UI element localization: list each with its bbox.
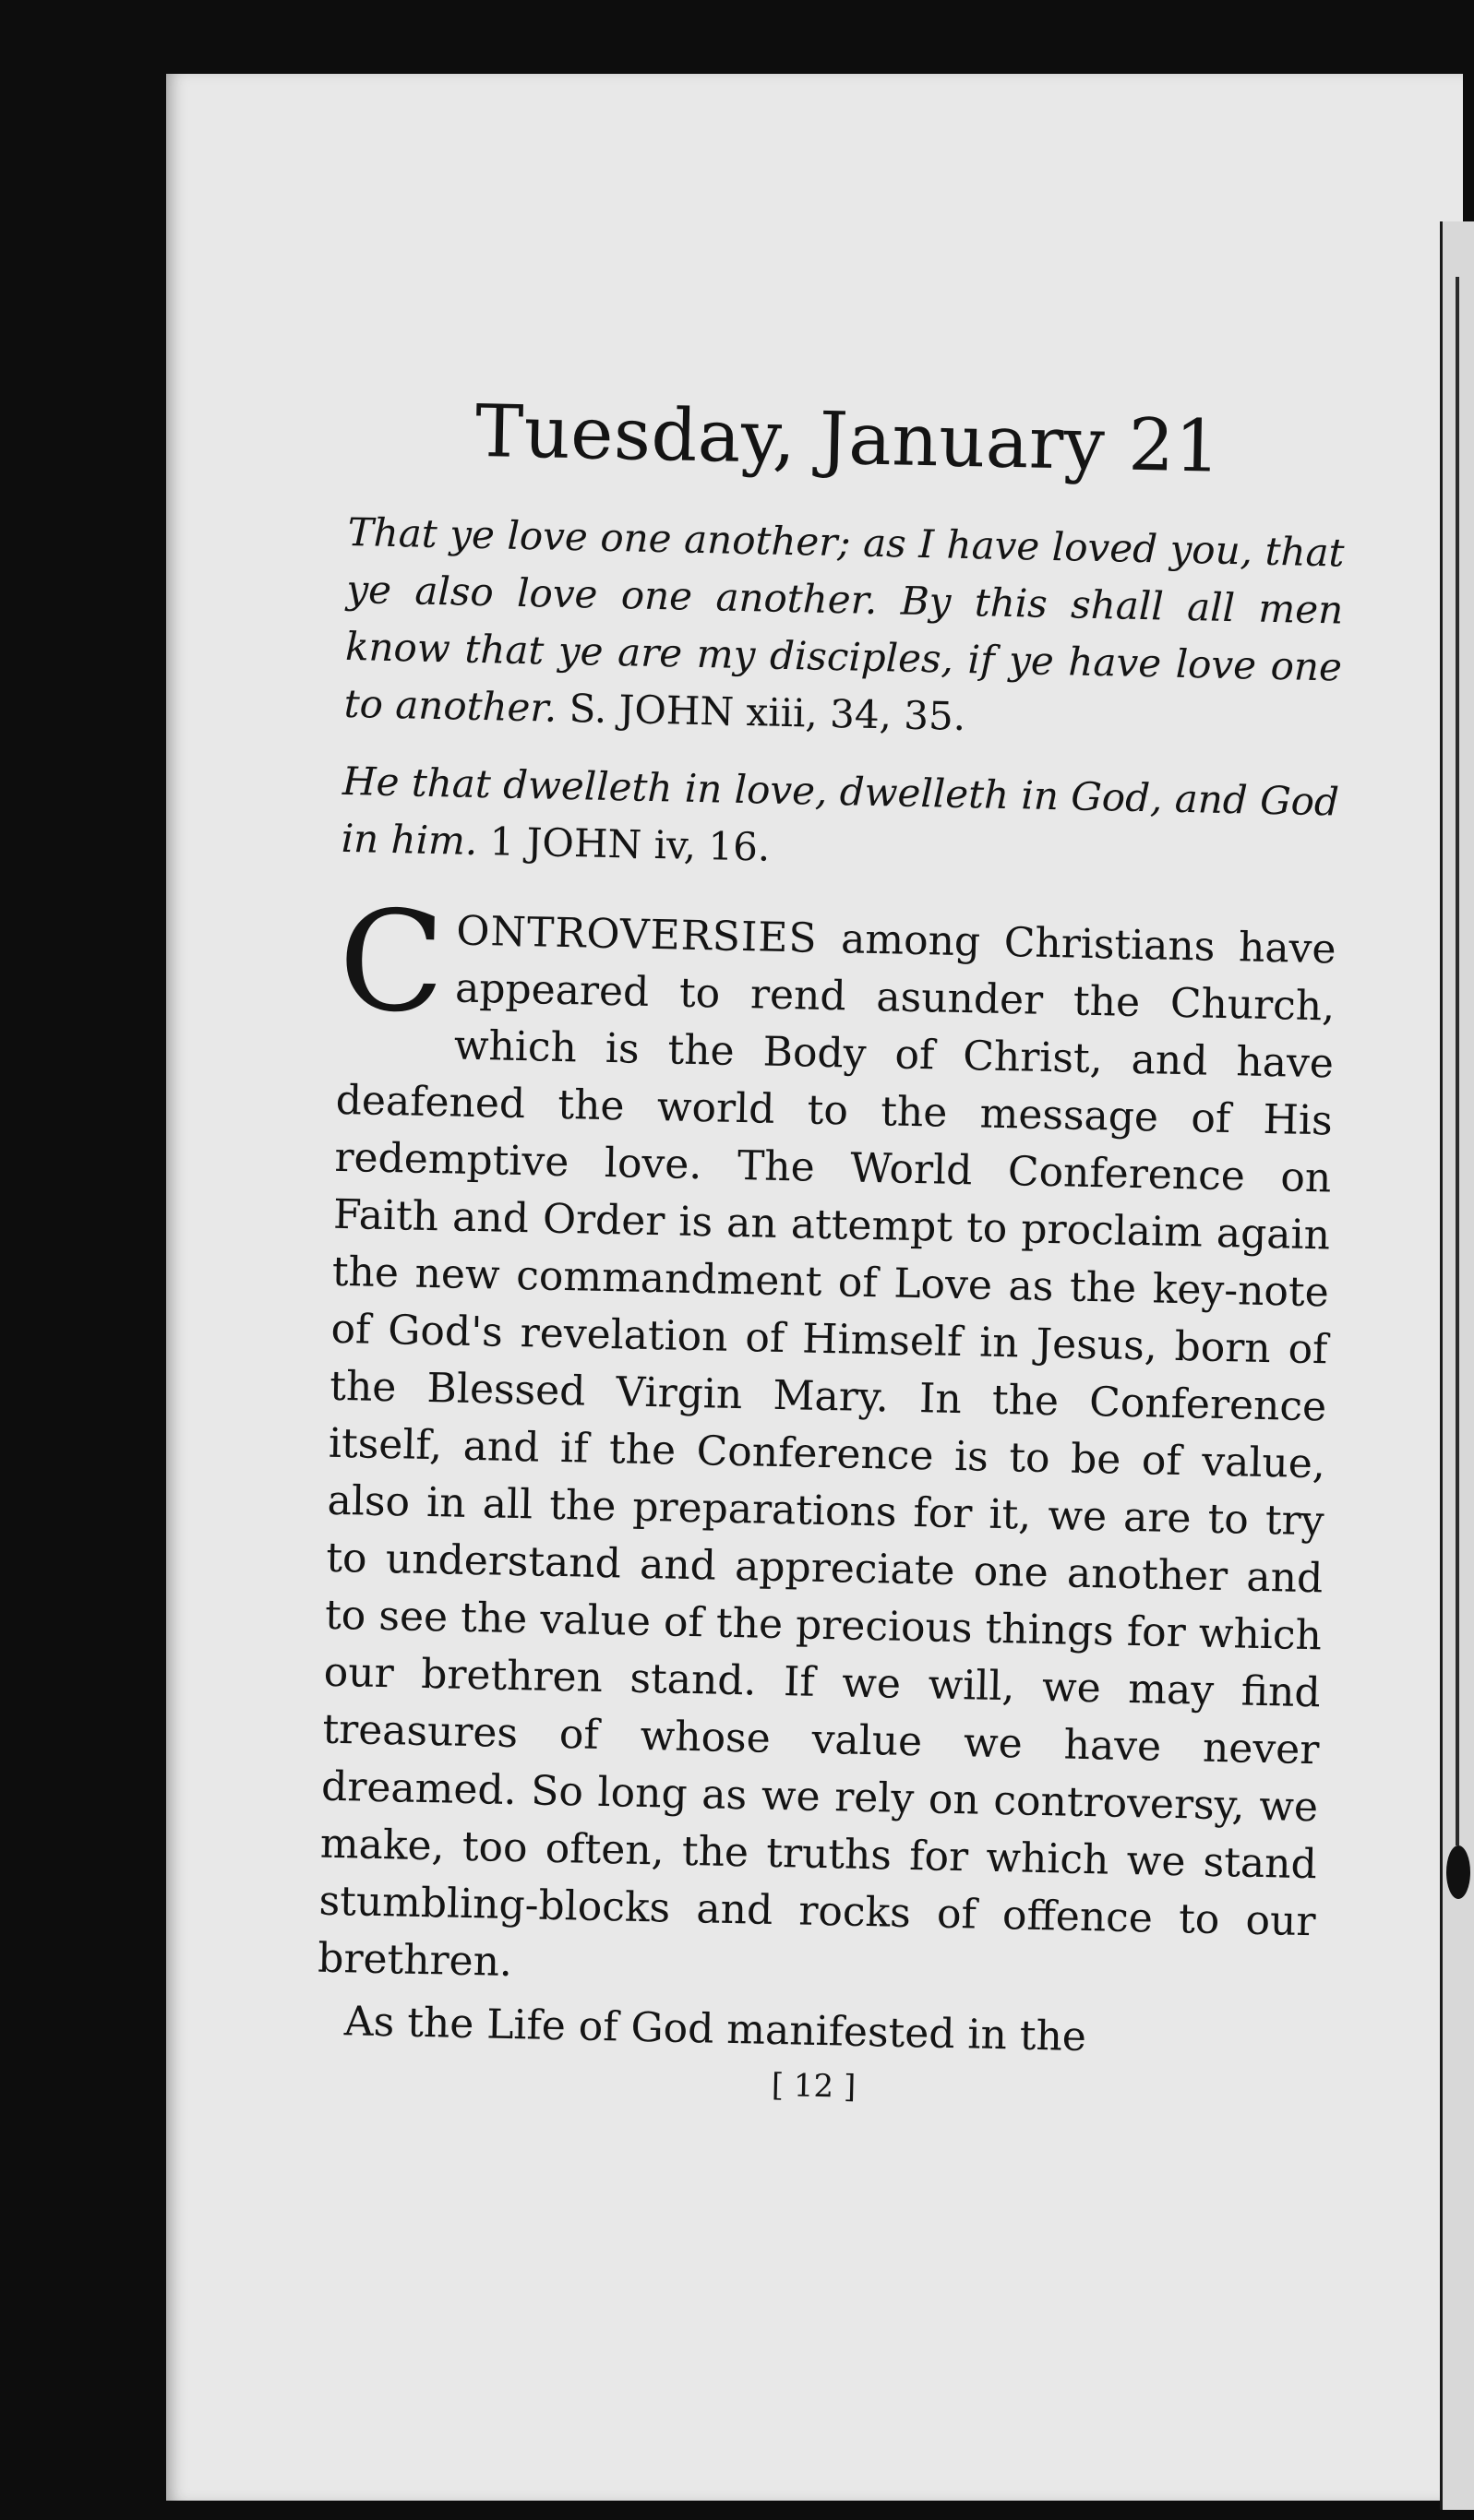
- scripture-text: He that dwelleth in love, dwelleth in God, and God in him.: [341, 758, 1340, 864]
- page-text: [315, 388, 1348, 2115]
- scripture-reference: 1 JOHN iv, 16.: [489, 818, 771, 870]
- facing-page-edge: [1440, 221, 1474, 2510]
- continuation-line: As the Life of God manifested in the: [343, 1998, 1087, 2061]
- body-text: among Christians have appeared to rend asunder the Church, which is the Body of Christ, and have deafened the world to the message of His redemptive love. The World Conference on Faith and Order is an attempt to proclaim again the new commandment of Love as the key-note of God's revelation of Himself in Jesus, born of the Blessed Virgin Mary. In the Conference itself, and if the Conference is to be of value, also in all the preparations for it, we are to try to understand and appreciate one another and to see the value of the precious things for which our brethren stand. If we will, we may find treasures of whose value we have never dreamed. So long as we rely on controversy, we make, too often, the truths for which we stand stumbling-blocks and rocks of offence to our brethren.: [317, 914, 1337, 1987]
- drop-cap: C: [337, 880, 447, 1045]
- lead-caps: ONTROVERSIES: [455, 907, 819, 962]
- scripture-reference: S. JOHN xiii, 34, 35.: [569, 686, 966, 740]
- scripture-text: That ye love one another; as I have loved you, that ye also love one another. By this shall all men know that ye are my disciples, if ye have love one to another.: [343, 508, 1345, 731]
- page-title: Tuesday, January 21: [474, 389, 1222, 489]
- binding-knob: [1446, 1845, 1470, 1899]
- binding-rod: [1456, 277, 1459, 1845]
- scripture-passage-1: [343, 504, 1345, 754]
- scripture-passage-2: [341, 753, 1339, 889]
- body-paragraph: [317, 880, 1337, 2008]
- page-number: [ 12 ]: [771, 2066, 857, 2106]
